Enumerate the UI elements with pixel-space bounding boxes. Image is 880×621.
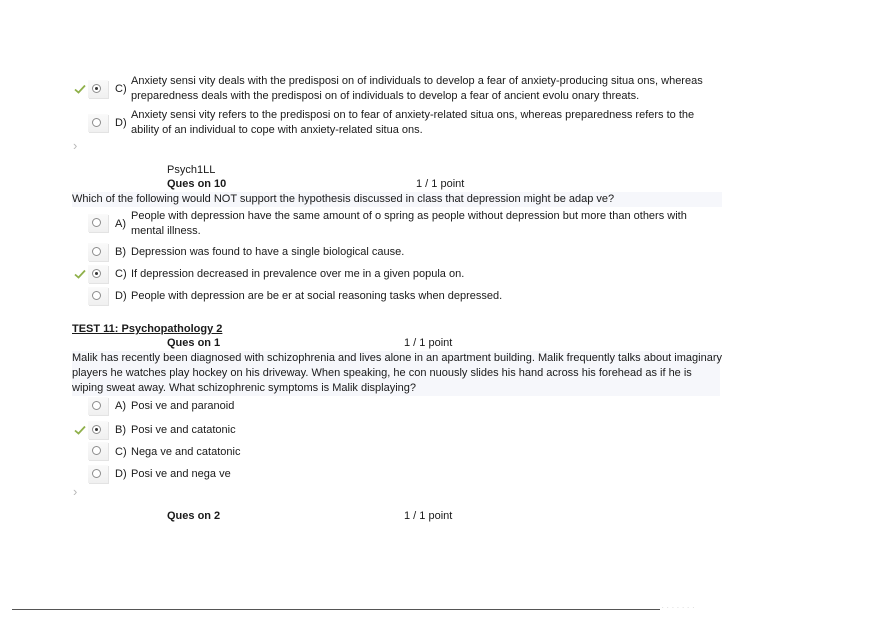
option-text: If depression decreased in prevalence over me in a given popula on. [131, 268, 465, 280]
option-letter: D) [115, 117, 127, 129]
option-text: Posi ve and catatonic [131, 424, 236, 436]
radio-option-c[interactable] [88, 265, 108, 283]
question-points: 1 / 1 point [404, 337, 453, 349]
radio-option-b[interactable] [88, 421, 108, 439]
footer-mark: · · · · · · · [662, 605, 695, 611]
option-text: Posi ve and paranoid [131, 400, 235, 412]
option-letter: A) [115, 400, 126, 412]
radio-option-d[interactable] [88, 465, 108, 483]
radio-option-d[interactable] [88, 287, 108, 305]
question-label: Ques on 10 [167, 178, 227, 190]
radio-option-c[interactable] [88, 442, 108, 460]
question-points: 1 / 1 point [404, 510, 453, 522]
radio-option-a[interactable] [88, 214, 108, 232]
option-letter: D) [115, 290, 127, 302]
option-letter: A) [115, 218, 126, 230]
correct-checkmark-icon [74, 84, 86, 94]
correct-checkmark-icon [74, 269, 86, 279]
radio-option-d[interactable] [88, 114, 108, 132]
option-letter: C) [115, 268, 127, 280]
radio-option-c[interactable] [88, 80, 108, 98]
option-text: People with depression have the same amount of o spring as people without depression but more than others with mental illness. [131, 210, 687, 237]
option-letter: B) [115, 246, 126, 258]
chevron-right-icon[interactable]: › [73, 138, 78, 153]
option-letter: D) [115, 468, 127, 480]
option-letter: C) [115, 446, 127, 458]
option-text: Depression was found to have a single biological cause. [131, 246, 405, 258]
question-stem: Malik has recently been diagnosed with schizophrenia and lives alone in an apartment building. Malik frequently talks about imaginary players he watches play hockey on his driveway. When speaking, he con nuously slides his hand across his forehead as if he is wiping sweat away. What schizophrenic symptoms is Malik displaying? [72, 352, 722, 394]
test-title: TEST 11: Psychopathology 2 [72, 323, 223, 335]
option-text: Anxiety sensi vity deals with the predisposi on of individuals to develop a fear of anxiety-producing situa ons, whereas preparedness deals with the predisposi on of individuals to develop a fear of ancient evolu onary threats. [131, 75, 703, 102]
radio-option-a[interactable] [88, 397, 108, 415]
option-text: Anxiety sensi vity refers to the predisposi on to fear of anxiety-related situa ons, whereas preparedness refers to the ability of an individual to cope with anxiety-related situa ons. [131, 109, 695, 136]
radio-option-b[interactable] [88, 243, 108, 261]
option-text: Posi ve and nega ve [131, 468, 231, 480]
course-label: Psych1LL [167, 164, 216, 176]
option-letter: C) [115, 83, 127, 95]
question-points: 1 / 1 point [416, 178, 465, 190]
footer-divider [12, 609, 660, 610]
question-label: Ques on 2 [167, 510, 221, 522]
chevron-right-icon[interactable]: › [73, 484, 78, 499]
option-text: Nega ve and catatonic [131, 446, 241, 458]
question-label: Ques on 1 [167, 337, 221, 349]
question-stem: Which of the following would NOT support the hypothesis discussed in class that depression might be adap ve? [72, 193, 615, 205]
option-letter: B) [115, 424, 126, 436]
correct-checkmark-icon [74, 425, 86, 435]
option-text: People with depression are be er at social reasoning tasks when depressed. [131, 290, 503, 302]
